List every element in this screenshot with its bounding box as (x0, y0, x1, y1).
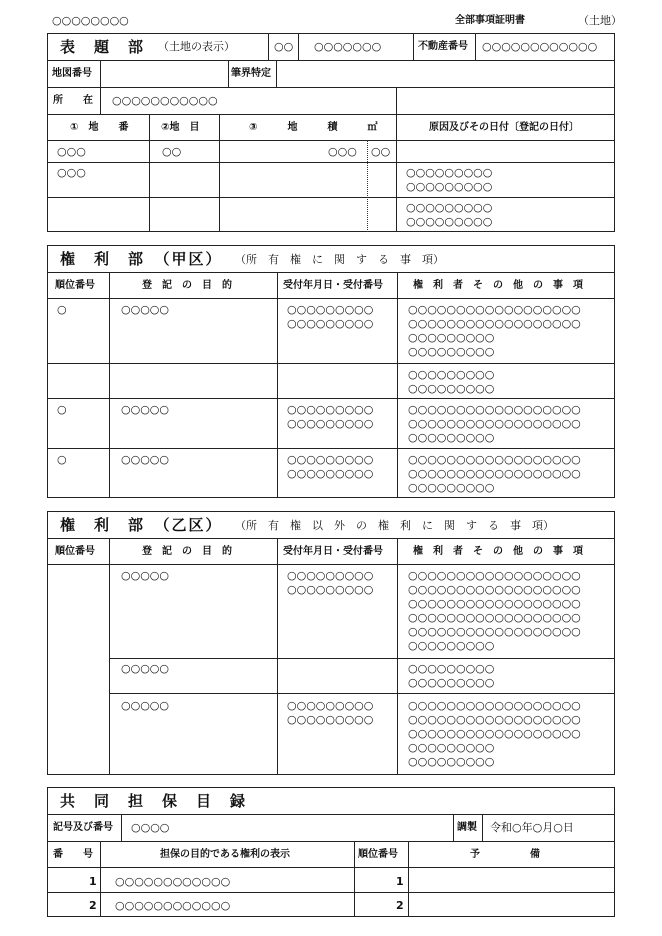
fudosan-number: ○○○○○○○○○○○○ (482, 40, 598, 53)
land-cause: ○○○○○○○○○ ○○○○○○○○○ (406, 166, 493, 193)
otsuku-kenri: ○○○○○○○○○ ○○○○○○○○○ (408, 662, 495, 689)
kouku-mokuteki: ○○○○○ (121, 453, 169, 466)
kouku-subtitle: （所 有 権 に 関 す る 事 項） (235, 253, 444, 266)
kyodo-ban: 1 (89, 875, 97, 888)
document-title: 全部事項証明書 (455, 15, 525, 26)
col-uketsuke: 受付年月日・受付番号 (283, 280, 383, 291)
kyodo-title: 共 同 担 保 目 録 (60, 792, 248, 810)
kigo-label: 記号及び番号 (53, 822, 113, 833)
chosei-date: 令和○年○月○日 (490, 821, 574, 834)
otsuku-mokuteki: ○○○○○ (121, 662, 169, 675)
kyodo-hyoji: ○○○○○○○○○○○○ (115, 875, 231, 888)
otsuku-mokuteki: ○○○○○ (121, 699, 169, 712)
kouku-kenri: ○○○○○○○○○○○○○○○○○○ ○○○○○○○○○○○○○○○○○○ ○○○○○○○○○ (408, 403, 581, 444)
kyodo-juni: 2 (396, 899, 404, 912)
land-chiban: ○○○ (57, 145, 86, 158)
kouku-uketsuke: ○○○○○○○○○ ○○○○○○○○○ (287, 303, 374, 330)
kyodo-juni: 1 (396, 875, 404, 888)
kouku-juni: ○ (57, 303, 67, 316)
land-area-int: ○○○ (328, 145, 357, 158)
kouku-uketsuke: ○○○○○○○○○ ○○○○○○○○○ (287, 403, 374, 430)
kouku-mokuteki: ○○○○○ (121, 403, 169, 416)
kyodo-hyoji: ○○○○○○○○○○○○ (115, 899, 231, 912)
kigo-value: ○○○○ (131, 821, 170, 834)
col-chiseki: ③ 地 積 ㎡ (249, 122, 378, 133)
chosei-code: ○○ (274, 40, 294, 53)
col-chimoku: ②地 目 (161, 122, 200, 133)
kouku-kenri: ○○○○○○○○○○○○○○○○○○ ○○○○○○○○○○○○○○○○○○ ○○○○○○○○○ ○○○○○○○○○ (408, 303, 581, 358)
land-chimoku: ○○ (162, 145, 182, 158)
otsuku-uketsuke: ○○○○○○○○○ ○○○○○○○○○ (287, 569, 374, 596)
col-mokuteki: 登 記 の 目 的 (142, 546, 232, 557)
document-kind: （土地） (578, 14, 622, 27)
hyodai-title: 表 題 部 (60, 38, 146, 56)
fudosan-label: 不動産番号 (418, 41, 468, 52)
hyodai-subtitle: （土地の表示） (158, 40, 235, 53)
otsuku-mokuteki: ○○○○○ (121, 569, 169, 582)
col-juni: 順位番号 (55, 546, 95, 557)
col-kenri: 権 利 者 そ の 他 の 事 項 (413, 280, 583, 291)
col-hyoji: 担保の目的である権利の表示 (160, 849, 290, 860)
otsuku-kenri: ○○○○○○○○○○○○○○○○○○ ○○○○○○○○○○○○○○○○○○ ○○○○○○○○○○○○○○○○○○ ○○○○○○○○○○○○○○○○○○ ○○○○○○○○○○○○○○○○○○ ○○○○○○○○○ (408, 569, 581, 652)
land-area-dec: ○○ (371, 145, 391, 158)
col-juni: 順位番号 (358, 849, 398, 860)
land-cause: ○○○○○○○○○ ○○○○○○○○○ (406, 201, 493, 228)
col-ban: 番 号 (53, 849, 93, 860)
kouku-uketsuke: ○○○○○○○○○ ○○○○○○○○○ (287, 453, 374, 480)
col-juni: 順位番号 (55, 280, 95, 291)
shozai-label: 所 在 (53, 95, 93, 106)
col-chiban: ① 地 番 (70, 122, 129, 133)
otsuku-kenri: ○○○○○○○○○○○○○○○○○○ ○○○○○○○○○○○○○○○○○○ ○○○○○○○○○○○○○○○○○○ ○○○○○○○○○ ○○○○○○○○○ (408, 699, 581, 768)
header-placeholder: ○○○○○○○○ (52, 14, 129, 27)
kouku-mokuteki: ○○○○○ (121, 303, 169, 316)
kyodo-ban: 2 (89, 899, 97, 912)
otsuku-uketsuke: ○○○○○○○○○ ○○○○○○○○○ (287, 699, 374, 726)
chosei-value: ○○○○○○○ (314, 40, 382, 53)
otsuku-title: 権 利 部 （乙区） (60, 516, 223, 534)
kouku-kenri: ○○○○○○○○○○○○○○○○○○ ○○○○○○○○○○○○○○○○○○ ○○○○○○○○○ (408, 453, 581, 494)
kouku-title: 権 利 部 （甲区） (60, 250, 223, 268)
col-yobi: 予 備 (470, 849, 540, 860)
col-mokuteki: 登 記 の 目 的 (142, 280, 232, 291)
land-chiban: ○○○ (57, 166, 86, 179)
col-kenri: 権 利 者 そ の 他 の 事 項 (413, 546, 583, 557)
otsuku-subtitle: （所 有 権 以 外 の 権 利 に 関 す る 事 項） (235, 519, 554, 532)
chizu-label: 地図番号 (52, 68, 92, 79)
chosei-label: 調製 (457, 822, 477, 833)
col-gen-in: 原因及びその日付〔登記の日付〕 (429, 122, 579, 133)
shozai-value: ○○○○○○○○○○○ (112, 94, 218, 107)
col-uketsuke: 受付年月日・受付番号 (283, 546, 383, 557)
kouku-juni: ○ (57, 403, 67, 416)
kouku-kenri: ○○○○○○○○○ ○○○○○○○○○ (408, 368, 495, 395)
kouku-juni: ○ (57, 453, 67, 466)
hikkai-label: 筆界特定 (231, 68, 271, 79)
